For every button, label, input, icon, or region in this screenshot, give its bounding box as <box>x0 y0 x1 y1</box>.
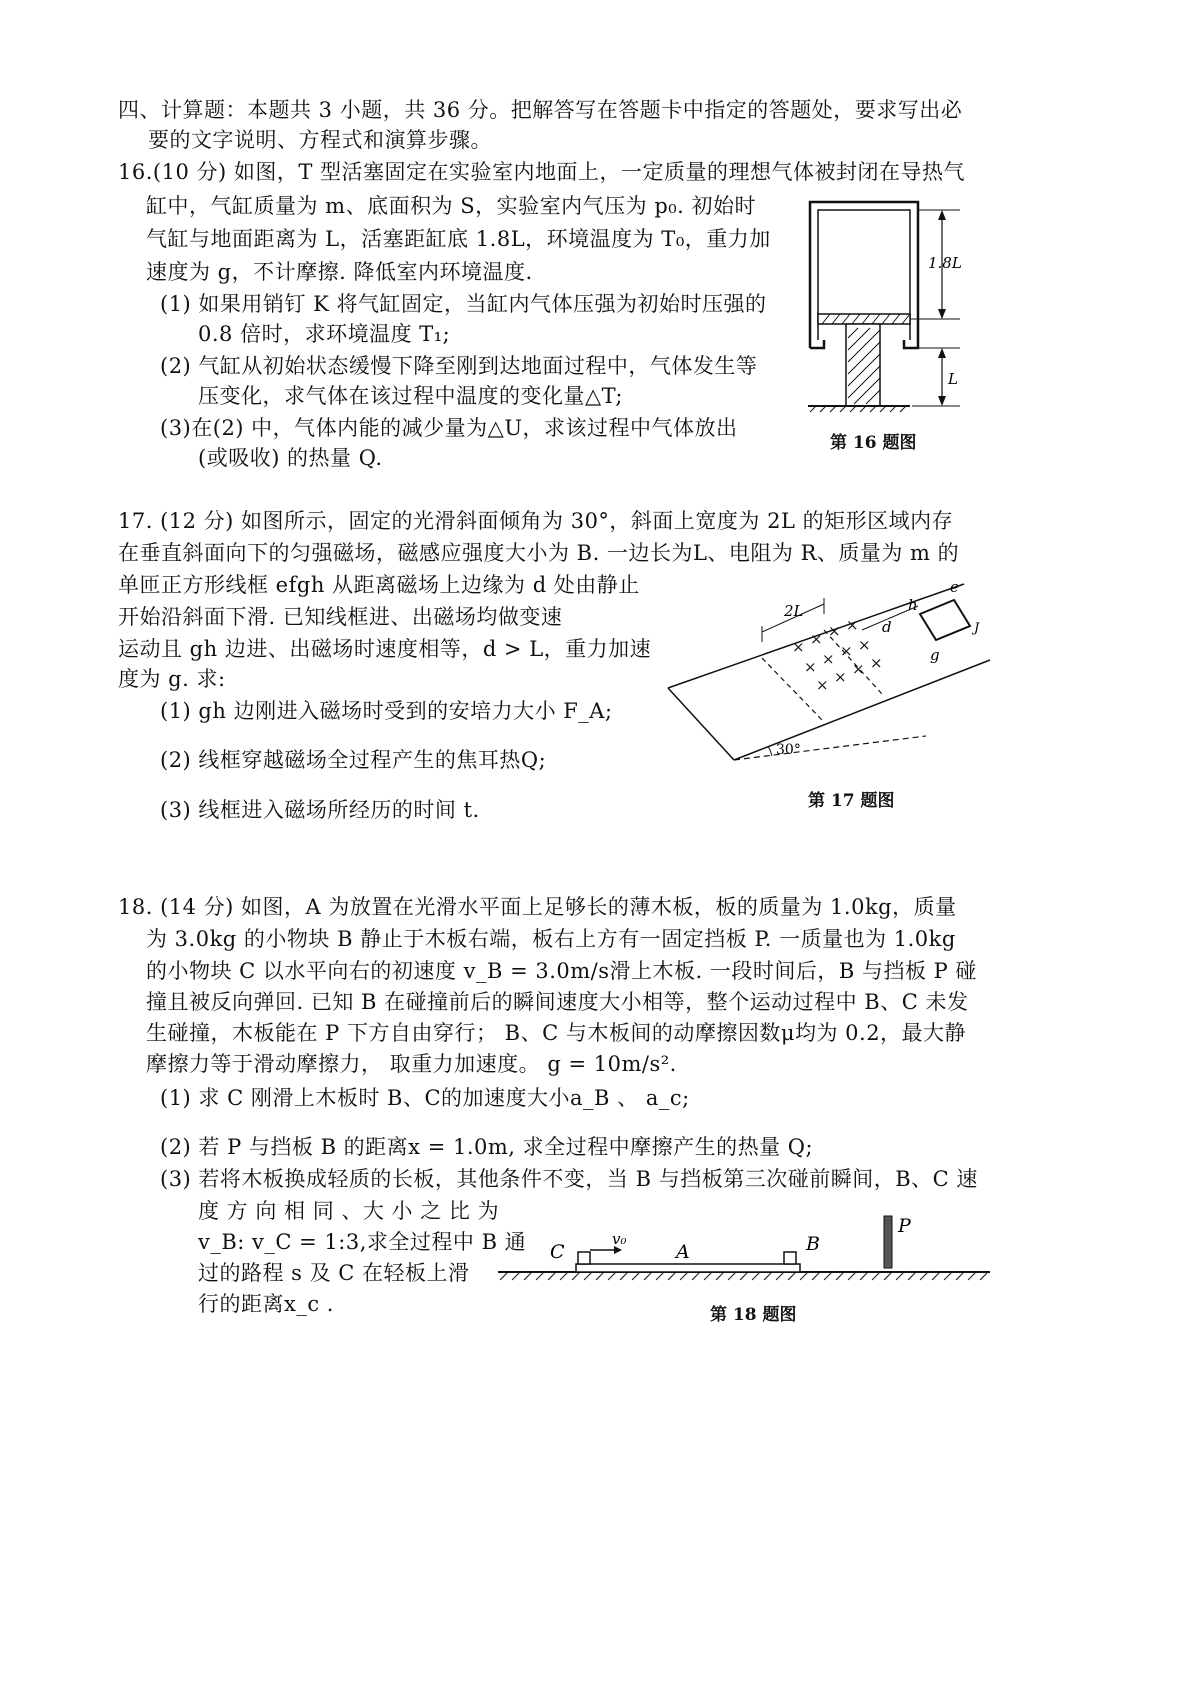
field-cross: × <box>870 654 883 672</box>
field-cross: × <box>834 668 847 686</box>
q16-line-2: 缸中，气缸质量为 m、底面积为 S，实验室内气压为 p₀. 初始时 <box>146 194 757 218</box>
q16-part-3b: (或吸收) 的热量 Q. <box>198 446 383 470</box>
section-heading-line-2: 要的文字说明、方程式和演算步骤。 <box>148 128 492 152</box>
q17-part-2: (2) 线框穿越磁场全过程产生的焦耳热Q; <box>160 748 547 772</box>
q18-part-3b: 度 方 向 相 同 、大 小 之 比 为 <box>198 1199 500 1223</box>
field-cross: × <box>828 622 841 640</box>
field-cross: × <box>792 638 805 656</box>
fig17-caption: 第 17 题图 <box>808 791 895 811</box>
q16-line-3: 气缸与地面距离为 L，活塞距缸底 1.8L，环境温度为 T₀，重力加 <box>146 227 771 251</box>
q18-line-2: 为 3.0kg 的小物块 B 静止于木板右端，板右上方有一固定挡板 P. 一质量也为 1.0kg <box>146 927 956 951</box>
field-cross: × <box>810 630 823 648</box>
figure-16-cylinder <box>800 188 980 448</box>
fig18-label-b: B <box>806 1233 820 1255</box>
q17-line-5: 运动且 gh 边进、出磁场时速度相等，d > L，重力加速 <box>118 637 652 661</box>
q18-part-3d: 过的路程 s 及 C 在轻板上滑 <box>198 1261 470 1285</box>
q17-line-2: 在垂直斜面向下的匀强磁场，磁感应强度大小为 B. 一边长为L、电阻为 R、质量为 m 的 <box>118 541 960 565</box>
q16-part-1a: (1) 如果用销钉 K 将气缸固定，当缸内气体压强为初始时压强的 <box>160 292 767 316</box>
q18-part-3a: (3) 若将木板换成轻质的长板，其他条件不变，当 B 与挡板第三次碰前瞬间，B、C 速 <box>160 1167 978 1191</box>
q18-line-4: 撞且被反向弹回. 已知 B 在碰撞前后的瞬间速度大小相等，整个运动过程中 B、C 未发 <box>146 990 969 1014</box>
q16-line-4: 速度为 g，不计摩擦. 降低室内环境温度. <box>146 260 533 284</box>
section-heading-line-1: 四、计算题：本题共 3 小题，共 36 分。把解答写在答题卡中指定的答题处，要求写出必 <box>118 98 963 122</box>
q16-part-2b: 压变化，求气体在该过程中温度的变化量△T; <box>198 384 623 408</box>
fig17-label-d: d <box>882 618 892 636</box>
fig16-label-height: 1.8L <box>928 254 962 272</box>
q17-line-4: 开始沿斜面下滑. 已知线框进、出磁场均做变速 <box>118 605 563 629</box>
field-cross: × <box>840 642 853 660</box>
field-cross: × <box>816 676 829 694</box>
fig17-label-e: e <box>950 578 959 596</box>
q17-part-1: (1) gh 边刚进入磁场时受到的安培力大小 F_A; <box>160 699 613 723</box>
q18-line-6: 摩擦力等于滑动摩擦力， 取重力加速度。 g = 10m/s². <box>146 1052 677 1076</box>
q18-part-3c: v_B: v_C = 1:3,求全过程中 B 通 <box>198 1230 527 1254</box>
fig18-caption: 第 18 题图 <box>710 1305 797 1325</box>
field-cross: × <box>804 658 817 676</box>
q16-part-2a: (2) 气缸从初始状态缓慢下降至刚到达地面过程中，气体发生等 <box>160 354 758 378</box>
q18-line-3: 的小物块 C 以水平向右的初速度 v_B = 3.0m/s滑上木板. 一段时间后，B 与挡板 P 碰 <box>146 959 977 983</box>
fig17-angle: 30° <box>776 742 801 758</box>
fig18-label-p: P <box>898 1215 911 1237</box>
figure-17-incline <box>664 570 994 770</box>
q18-part-2: (2) 若 P 与挡板 B 的距离x = 1.0m, 求全过程中摩擦产生的热量 Q; <box>160 1135 814 1159</box>
q16-part-1b: 0.8 倍时，求环境温度 T₁; <box>198 322 451 346</box>
field-cross: × <box>846 616 859 634</box>
q18-part-1: (1) 求 C 刚滑上木板时 B、C的加速度大小a_B 、 a_c; <box>160 1086 690 1110</box>
fig17-label-h: h <box>908 596 918 614</box>
fig18-label-a: A <box>676 1241 690 1263</box>
q18-line-1: 18. (14 分) 如图，A 为放置在光滑水平面上足够长的薄木板，板的质量为 1.0kg，质量 <box>118 895 957 919</box>
q18-line-5: 生碰撞，木板能在 P 下方自由穿行； B、C 与木板间的动摩擦因数μ均为 0.2，最大静 <box>146 1021 967 1045</box>
q17-line-1: 17. (12 分) 如图所示，固定的光滑斜面倾角为 30°，斜面上宽度为 2L 的矩形区域内存 <box>118 509 954 533</box>
fig16-caption: 第 16 题图 <box>830 433 917 453</box>
fig17-label-g: g <box>930 646 940 664</box>
field-cross: × <box>822 650 835 668</box>
q17-line-6: 度为 g. 求: <box>118 667 226 691</box>
q17-part-3: (3) 线框进入磁场所经历的时间 t. <box>160 798 480 822</box>
q17-line-3: 单匝正方形线框 efgh 从距离磁场上边缘为 d 处由静止 <box>118 573 640 597</box>
q18-part-3e: 行的距离x_c . <box>198 1292 334 1316</box>
figure-18-board <box>490 1208 1000 1288</box>
q16-line-1: 16.(10 分) 如图，T 型活塞固定在实验室内地面上，一定质量的理想气体被封闭在导热气 <box>118 160 966 184</box>
fig18-label-c: C <box>550 1241 565 1263</box>
fig18-label-v0: v₀ <box>612 1230 627 1248</box>
fig16-label-l: L <box>948 370 958 388</box>
field-cross: × <box>852 660 865 678</box>
q16-part-3a: (3)在(2) 中，气体内能的减少量为△U，求该过程中气体放出 <box>160 416 738 440</box>
field-cross: × <box>858 636 871 654</box>
fig17-label-2l: 2L <box>784 602 804 620</box>
fig17-label-j: J <box>974 621 980 636</box>
